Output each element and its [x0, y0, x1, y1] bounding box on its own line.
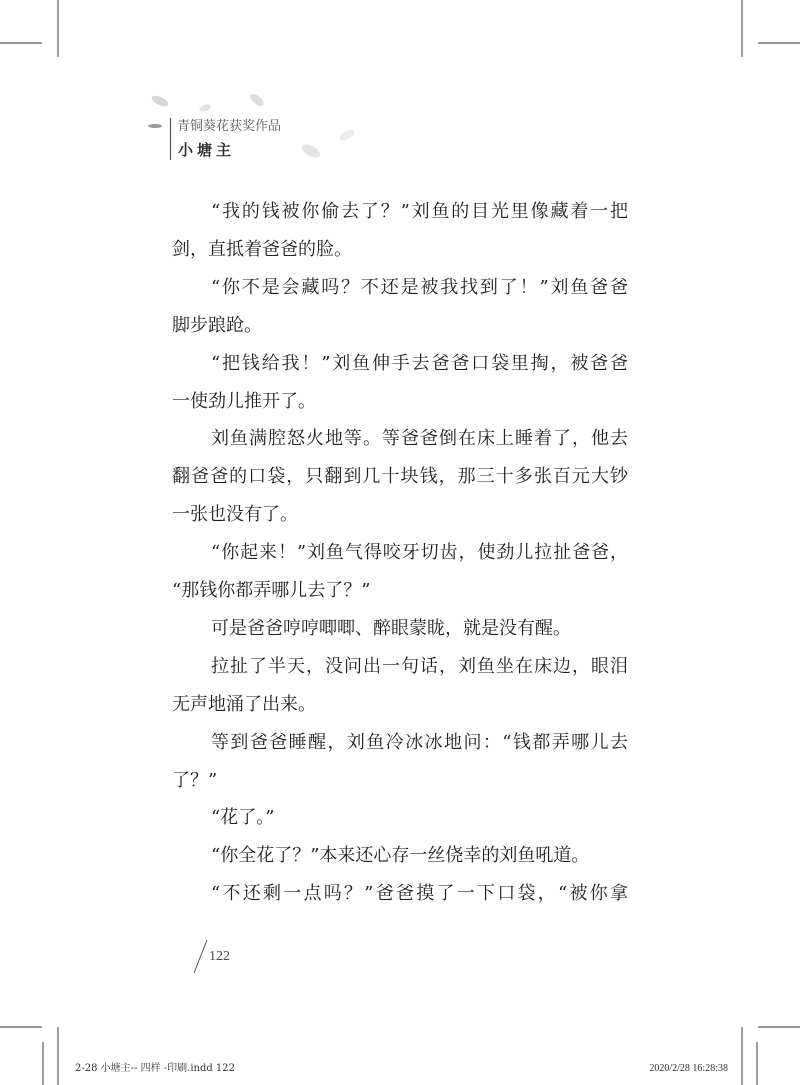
- text-line: “把钱给我！”刘鱼伸手去爸爸口袋里掏，被爸爸: [211, 352, 628, 374]
- text-line: “不还剩一点吗？”爸爸摸了一下口袋，“被你拿: [211, 883, 628, 905]
- text-line: 拉扯了半天，没问出一句话，刘鱼坐在床边，眼泪: [211, 655, 628, 677]
- text-line: 一张也没有了。: [172, 504, 298, 526]
- text-line: “花了。”: [211, 807, 275, 829]
- text-line: 翻爸爸的口袋，只翻到几十块钱，那三十多张百元大钞: [172, 466, 628, 488]
- text-line: “我的钱被你偷去了？”刘鱼的目光里像藏着一把: [211, 201, 628, 222]
- text-line: 等到爸爸睡醒，刘鱼冷冰冰地问：“钱都弄哪儿去: [211, 731, 628, 753]
- text-line: 一使劲儿推开了。: [172, 390, 316, 412]
- text-line: “你不是会藏吗？不还是被我找到了！”刘鱼爸爸: [211, 276, 628, 298]
- text-line: 了？”: [172, 769, 218, 791]
- series-title: 青铜葵花获奖作品: [177, 119, 282, 134]
- text-line: 无声地涌了出来。: [172, 693, 316, 715]
- print-file-info: 2-28 小塘主-- 四样 -印刷.indd 122: [75, 1063, 236, 1074]
- print-timestamp: 2020/2/28 16:28:38: [649, 1063, 728, 1074]
- text-line: 剑，直抵着爸爸的脸。: [172, 238, 352, 260]
- text-line: “你起来！”刘鱼气得咬牙切齿，使劲儿拉扯爸爸，: [211, 542, 628, 564]
- page-number-slash: [194, 940, 207, 973]
- page-number: 122: [209, 949, 230, 964]
- text-line: “你全花了？”本来还心存一丝侥幸的刘鱼吼道。: [211, 845, 590, 867]
- book-title: 小塘主: [178, 141, 236, 159]
- text-line: 脚步踉跄。: [172, 314, 262, 336]
- text-line: 刘鱼满腔怒火地等。等爸爸倒在床上睡着了，他去: [211, 428, 628, 450]
- text-line: 可是爸爸哼哼唧唧、醉眼蒙眬，就是没有醒。: [211, 617, 571, 639]
- text-line: “那钱你都弄哪儿去了？”: [172, 580, 371, 601]
